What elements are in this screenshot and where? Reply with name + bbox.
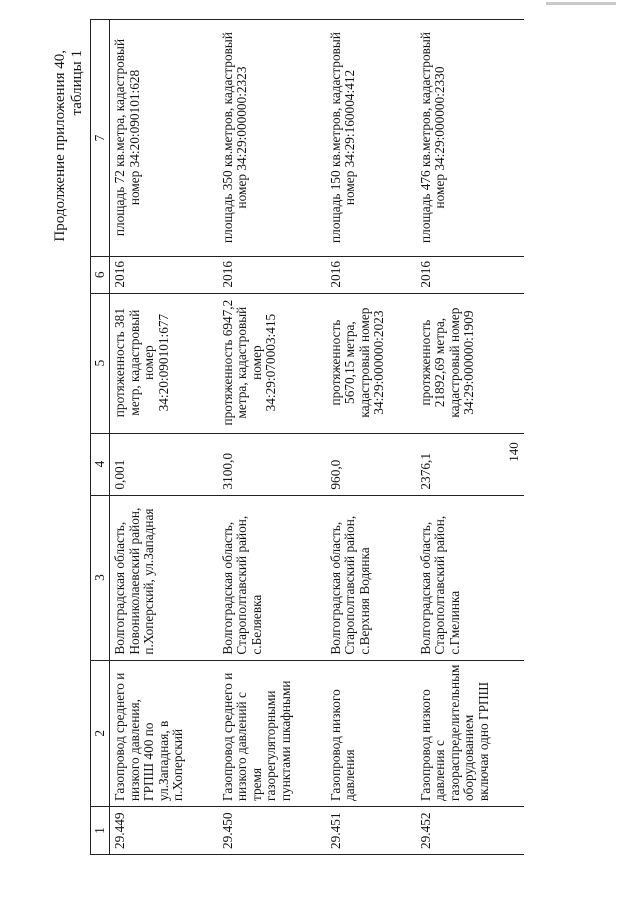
object-address: Волгоградская область, Старополтавский район, с.Гмелинка: [416, 495, 524, 660]
row-number: 29.452: [416, 807, 524, 855]
object-name: Газопровод низкого давления: [326, 660, 416, 806]
continuation-note: [52, 50, 86, 242]
col-header-4: 4: [91, 433, 110, 495]
col-header-1: 1: [91, 807, 110, 855]
land-plot: площадь 72 кв.метра, кадастровый номер 34:20:090101:628: [110, 20, 218, 257]
table-row: [416, 20, 524, 855]
page-number: 140: [506, 442, 521, 462]
col-header-5: 5: [91, 293, 110, 433]
object-year: 2016: [218, 257, 326, 294]
column-number-row: [91, 20, 110, 855]
object-value: 0,001: [110, 433, 218, 495]
object-characteristics: протяженность 5670,15 метра, кадастровый номер 34:29:000000:2023: [326, 293, 416, 433]
object-year: 2016: [110, 257, 218, 294]
object-name: Газопровод среднего и низкого давлений с тремя газорегуляторными пунктами шкафными: [218, 660, 326, 806]
object-address: Волгоградская область, Старополтавский район, с.Беляевка: [218, 495, 326, 660]
object-name: Газопровод среднего и низкого давления, ГРПШ 400 по ул.Западная, в п.Хоперский: [110, 660, 218, 806]
records-table: [90, 19, 524, 855]
object-address: Волгоградская область, Старополтавский район, с.Верхняя Водянка: [326, 495, 416, 660]
row-number: 29.449: [110, 807, 218, 855]
land-plot: площадь 350 кв.метров, кадастровый номер 34:29:000000:2323: [218, 20, 326, 257]
continuation-line-1: Продолжение приложения 40,: [52, 50, 68, 242]
object-value: 2376,1: [416, 433, 524, 495]
continuation-line-2: таблицы 1: [69, 50, 85, 116]
object-value: 3100,0: [218, 433, 326, 495]
col-header-6: 6: [91, 257, 110, 294]
object-value: 960,0: [326, 433, 416, 495]
land-plot: площадь 150 кв.метров, кадастровый номер 34:29:160004:412: [326, 20, 416, 257]
col-header-2: 2: [91, 660, 110, 806]
object-year: 2016: [326, 257, 416, 294]
object-address: Волгоградская область, Новониколаевский район, п.Хоперский, ул.Западная: [110, 495, 218, 660]
land-plot: площадь 476 кв.метров, кадастровый номер 34:29:000000:2330: [416, 20, 524, 257]
object-name: Газопровод низкого давления с газораспределительным оборудованием включая одно ГРПШ: [416, 660, 524, 806]
object-characteristics: протяженность 21892,69 метра, кадастровый номер 34:29:000000:1909: [416, 293, 524, 433]
table-row: [110, 20, 218, 855]
object-characteristics: протяженность 6947,2 метра, кадастровый номер 34:29:070003:415: [218, 293, 326, 433]
table-row: [326, 20, 416, 855]
object-year: 2016: [416, 257, 524, 294]
row-number: 29.450: [218, 807, 326, 855]
col-header-7: 7: [91, 20, 110, 257]
col-header-3: 3: [91, 495, 110, 660]
row-number: 29.451: [326, 807, 416, 855]
table-row: [218, 20, 326, 855]
object-characteristics: протяженность 381 метр, кадастровый номер 34:20:090101:677: [110, 293, 218, 433]
